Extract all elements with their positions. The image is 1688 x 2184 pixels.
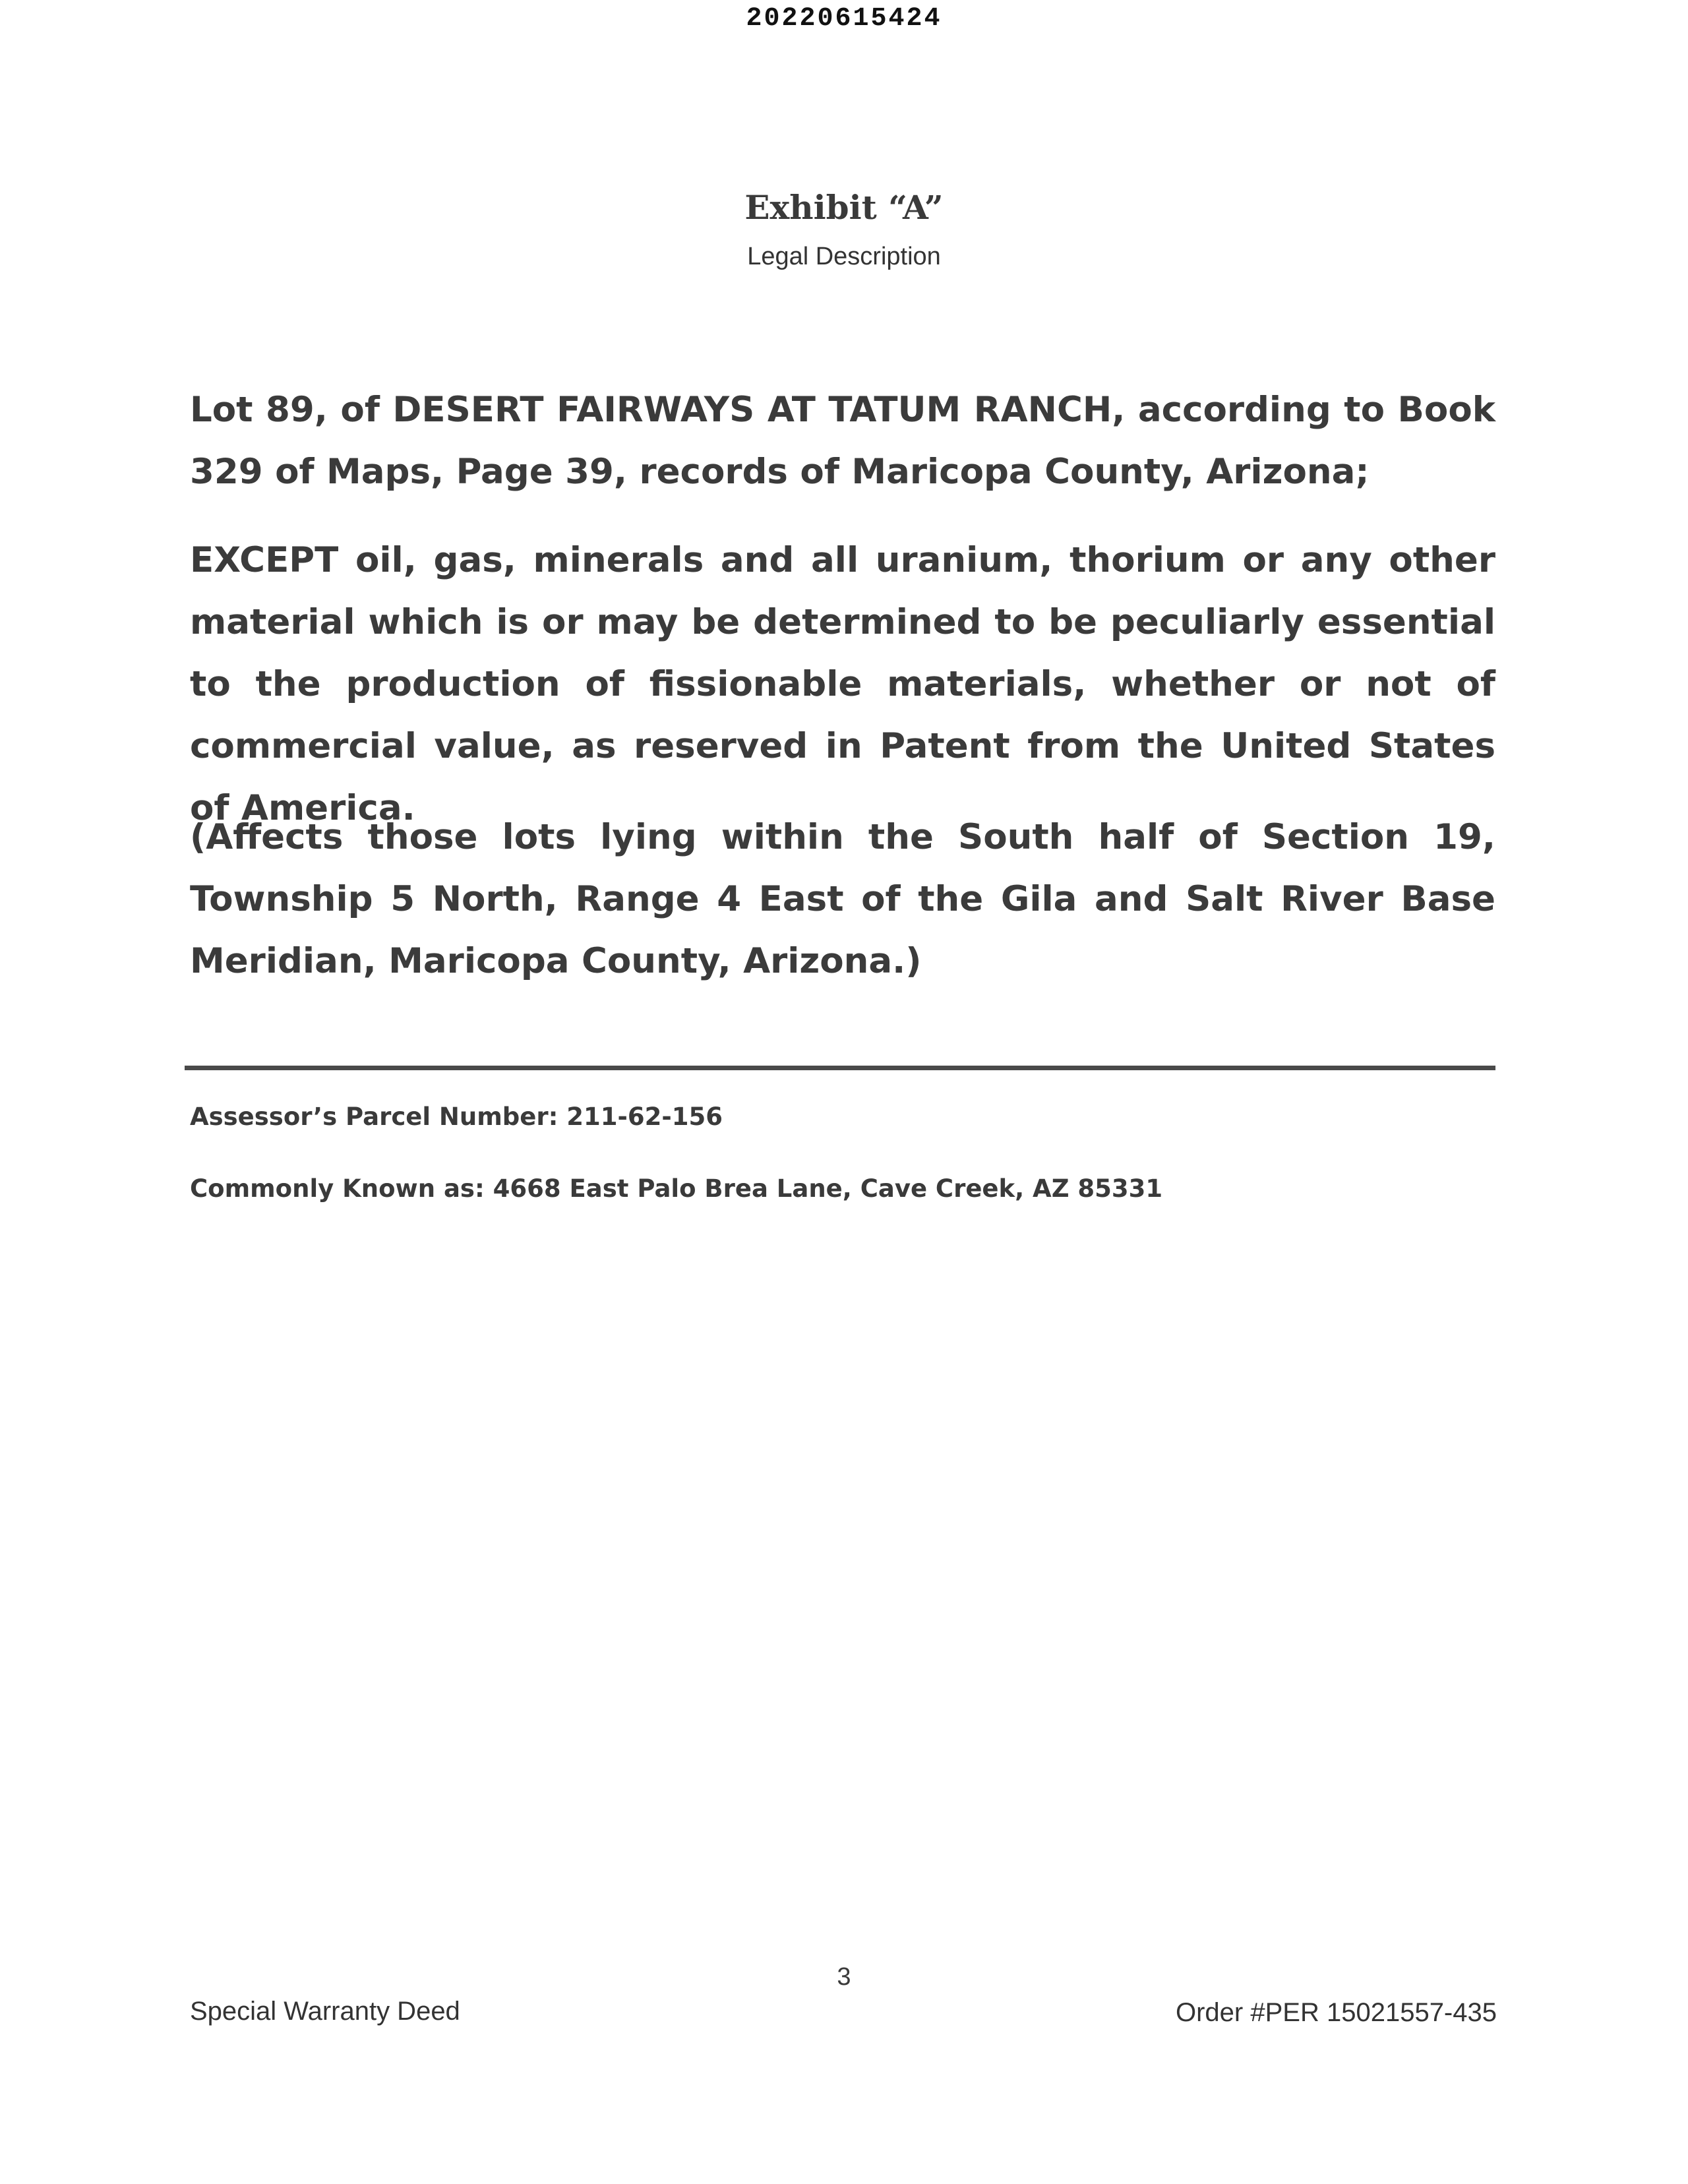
section-divider [185,1066,1495,1070]
assessor-parcel-number: Assessor’s Parcel Number: 211-62-156 [190,1103,723,1131]
legal-description-lot-paragraph: Lot 89, of DESERT FAIRWAYS AT TATUM RANCH, according to Book 329 of Maps, Page 39, records of Maricopa County, Arizona; [190,390,1495,492]
recording-number: 20220615424 [746,4,942,34]
exhibit-title: Exhibit “A” [744,188,944,227]
exhibit-subtitle: Legal Description [747,243,941,270]
legal-description-affects-paragraph: (Affects those lots lying within the South half of Section 19, Township 5 North, Range 4 East of the Gila and Salt River Base Meridian, Maricopa County, Arizona.) [190,817,1495,981]
footer-order-number: Order #PER 15021557-435 [1176,1998,1497,2027]
legal-description-except-paragraph: EXCEPT oil, gas, minerals and all uranium, thorium or any other material which is or may be determined to be peculiarly essential to the production of fissionable materials, whether or not of commercial value, as reserved in Patent from the United States of America. [190,540,1495,828]
commonly-known-address: Commonly Known as: 4668 East Palo Brea Lane, Cave Creek, AZ 85331 [190,1174,1163,1203]
page-number: 3 [837,1963,851,1991]
footer-document-type: Special Warranty Deed [190,1997,460,2026]
